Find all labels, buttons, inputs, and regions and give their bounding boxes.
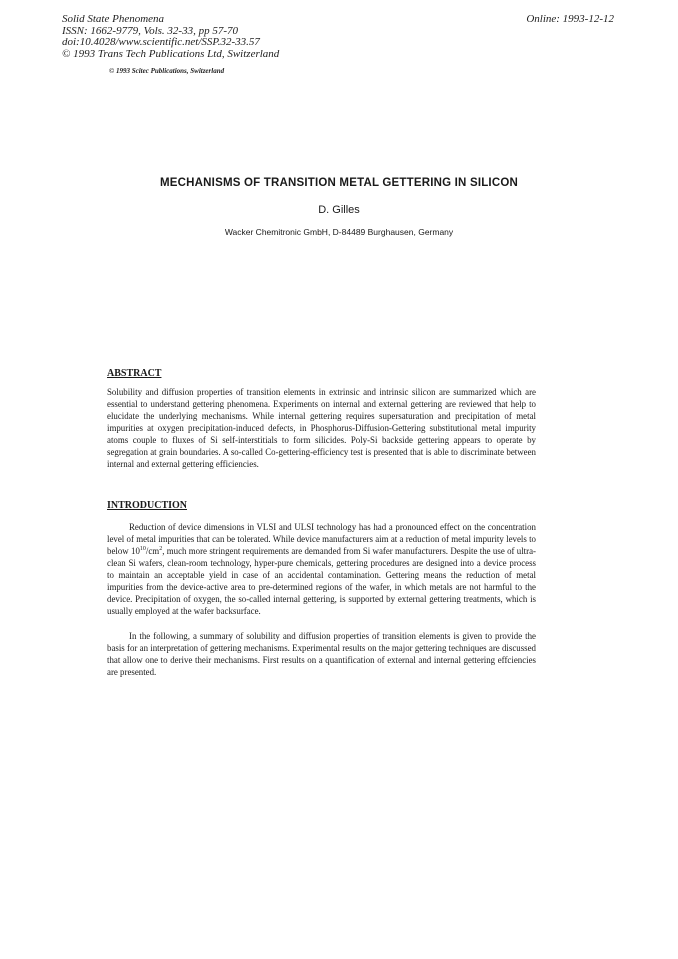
- doi-line: doi:10.4028/www.scientific.net/SSP.32-33.57: [62, 36, 260, 48]
- issn-line: ISSN: 1662-9779, Vols. 32-33, pp 57-70: [62, 24, 238, 37]
- introduction-heading: INTRODUCTION: [107, 500, 188, 511]
- paper-title: MECHANISMS OF TRANSITION METAL GETTERING IN SILICON: [160, 177, 518, 189]
- scitec-copyright: © 1993 Scitec Publications, Switzerland: [109, 67, 225, 75]
- journal-name: Solid State Phenomena: [62, 13, 165, 25]
- journal-header: [62, 14, 279, 60]
- abstract-text: Solubility and diffusion properties of transition elements in extrinsic and intrinsic silicon are summarized which are essential to understand gettering phenomena. Experiments on internal and external gettering are reviewed that help to elucidate the underlying mechanisms. While internal gettering requires supersaturation and precipitation of metal impurities at oxygen precipitation-induced defects, in Phosphorus-Diffusion-Gettering substitutional metal impurity atoms couple to fluxes of Si self-interstitials to form silicides. Poly-Si backside gettering appears to operate by segregation at grain boundaries. A so-called Co-gettering-efficiency test is presented that is able to discriminate between internal and external gettering efficiencies.: [107, 387, 536, 469]
- abstract-heading: ABSTRACT: [107, 368, 162, 379]
- online-date: Online: 1993-12-12: [526, 13, 614, 25]
- introduction-paragraph-2: In the following, a summary of solubility and diffusion properties of transition elements is given to provide the basis for an interpretation of gettering mechanisms. Experimental results on the major gettering techniques are discussed that allow one to derive their mechanisms. First results on a quantification of external and internal gettering effciencies are presented.: [107, 631, 536, 677]
- copyright-line: © 1993 Trans Tech Publications Ltd, Switzerland: [62, 47, 280, 60]
- author-affiliation: Wacker Chemitronic GmbH, D-84489 Burghausen, Germany: [224, 227, 454, 237]
- introduction-paragraph-1: Reduction of device dimensions in VLSI and ULSI technology has had a pronounced effect on the concentration level of metal impurities that can be tolerated. While device manufacturers aim at a reduction of metal impurity levels to below $10^{10}/cm^2$, much more stringent requirements are demanded from Si wafer manufacturers. Despite the use of ultra-clean Si wafers, clean-room technology, hyper-pure chemicals, gettering procedures are designed into a device process to maintain an acceptable yield in case of an accidental contamination. Gettering means the reduction of metal impurities from the device-active area to pre-determined regions of the wafer, in which metals are not harmful to the device. Precipitation of oxygen, the so-called internal gettering, is supported by external gettering treatments, which is usually employed at the wafer backsurface.: [107, 522, 536, 616]
- paper-author: D. Gilles: [318, 204, 360, 216]
